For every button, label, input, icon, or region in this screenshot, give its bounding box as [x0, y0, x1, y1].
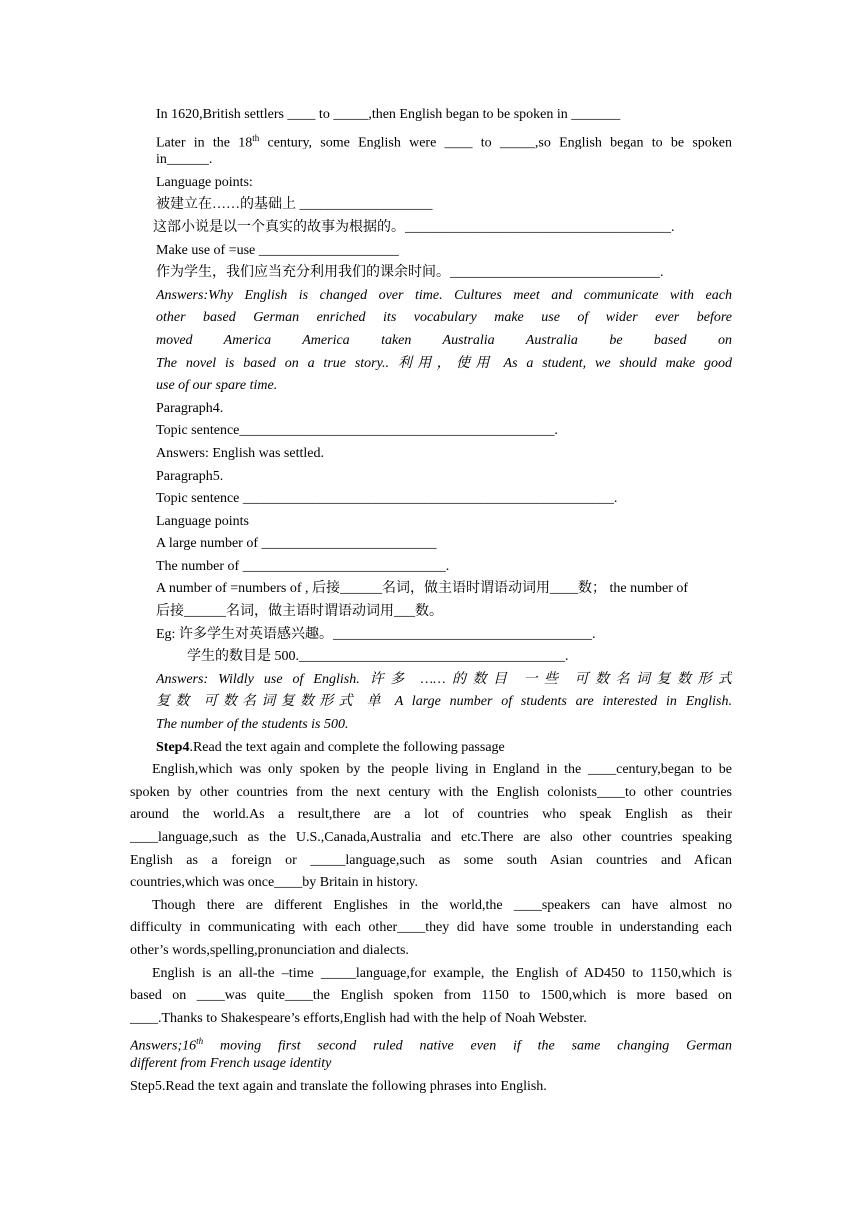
passage-line: English,which was only spoken by the people living in England in the ____century,began to be	[152, 762, 732, 778]
text-line: Make use of =use ____________________	[156, 242, 399, 258]
text-line: A large number of _________________________	[156, 536, 437, 552]
step-label: Step4	[156, 739, 190, 755]
text-line: Eg: 许多学生对英语感兴趣。_____________________________________.	[156, 626, 596, 642]
answer-line: Answers:Why English is changed over time. Cultures meet and communicate with each	[156, 287, 732, 303]
text-line: Topic sentence_____________________________________________.	[156, 423, 558, 439]
passage-line: ____language,such as the U.S.,Canada,Australia and etc.There are also other countries speaking	[130, 830, 732, 845]
text-span: century, some English were ____ to _____,so English began to be spoken	[259, 135, 732, 150]
paragraph-label: Paragraph5.	[156, 468, 224, 484]
text-line: A number of =numbers of , 后接______名词，做主语时谓语动词用____数； the number of	[156, 581, 689, 597]
text-line	[156, 127, 732, 150]
step-heading: Step5.Read the text again and translate the following phrases into English.	[130, 1078, 547, 1094]
answer-line: different from French usage identity	[130, 1055, 332, 1071]
text-line: 作为学生，我们应当充分利用我们的课余时间。______________________________.	[156, 265, 664, 281]
superscript: th	[196, 1036, 204, 1047]
passage-line: based on ____was quite____the English spoken from 1150 to 1500,which is more based on	[130, 988, 732, 1004]
text-line: 这部小说是以一个真实的故事为根据的。______________________________________.	[153, 219, 675, 235]
passage-line: English as a foreign or _____language,such as some south Asian countries and Afican	[130, 852, 732, 868]
answer-line: Answers: Wildly use of English. 许多 ……的数目 一些 可数名词复数形式	[156, 671, 732, 687]
text-line: The number of _____________________________.	[156, 558, 450, 574]
passage-line: Though there are different Englishes in the world,the ____speakers can have almost no	[152, 897, 732, 913]
answer-line: The number of the students is 500.	[156, 717, 349, 733]
paragraph-label: Paragraph4.	[156, 400, 224, 416]
answer-line	[130, 1030, 732, 1053]
superscript: th	[252, 132, 260, 143]
text-span: Answers;16	[130, 1039, 197, 1053]
answer-line: use of our spare time.	[156, 378, 278, 394]
text-line: 后接______名词，做主语时谓语动词用___数。	[156, 604, 443, 620]
passage-line: ____.Thanks to Shakespeare’s efforts,English had with the help of Noah Webster.	[130, 1010, 587, 1026]
answer-line: The novel is based on a true story.. 利用，使用 As a student, we should make good	[156, 355, 732, 371]
answer-line: Answers: English was settled.	[156, 445, 324, 461]
passage-line: difficulty in communicating with each other____they did have some trouble in understanding each	[130, 920, 732, 936]
text-line: 被建立在……的基础上 ___________________	[156, 197, 433, 213]
passage-line: other’s words,spelling,pronunciation and dialects.	[130, 942, 409, 958]
passage-line: around the world.As a result,there are a lot of countries who speak English as their	[130, 807, 732, 823]
document-page	[0, 104, 860, 1098]
text-span: moving first second ruled native even if the same changing German	[203, 1039, 732, 1053]
text-line: Topic sentence _____________________________________________________.	[156, 491, 618, 507]
text-line: In 1620,British settlers ____ to _____,then English began to be spoken in _______	[156, 107, 621, 122]
answer-line: other based German enriched its vocabulary make use of wider ever before	[156, 310, 732, 326]
passage-line: spoken by other countries from the next century with the English colonists____to other countries	[130, 784, 732, 800]
passage-line: countries,which was once____by Britain in history.	[130, 875, 418, 891]
step-heading	[156, 737, 732, 760]
text-line: 学生的数目是 500.______________________________________.	[187, 649, 569, 665]
answer-line: 复数 可数名词复数形式 单 A large number of students are interested in English.	[156, 694, 732, 710]
section-label: Language points	[156, 513, 249, 529]
answer-line: moved America America taken Australia Australia be based on	[156, 332, 732, 348]
step-instruction: .Read the text again and complete the following passage	[189, 739, 505, 755]
text-span: Later in the 18	[156, 135, 253, 150]
passage-line: English is an all-the –time _____language,for example, the English of AD450 to 1150,which is	[152, 965, 732, 981]
text-line: in______.	[156, 152, 213, 168]
section-label: Language points:	[156, 174, 253, 190]
